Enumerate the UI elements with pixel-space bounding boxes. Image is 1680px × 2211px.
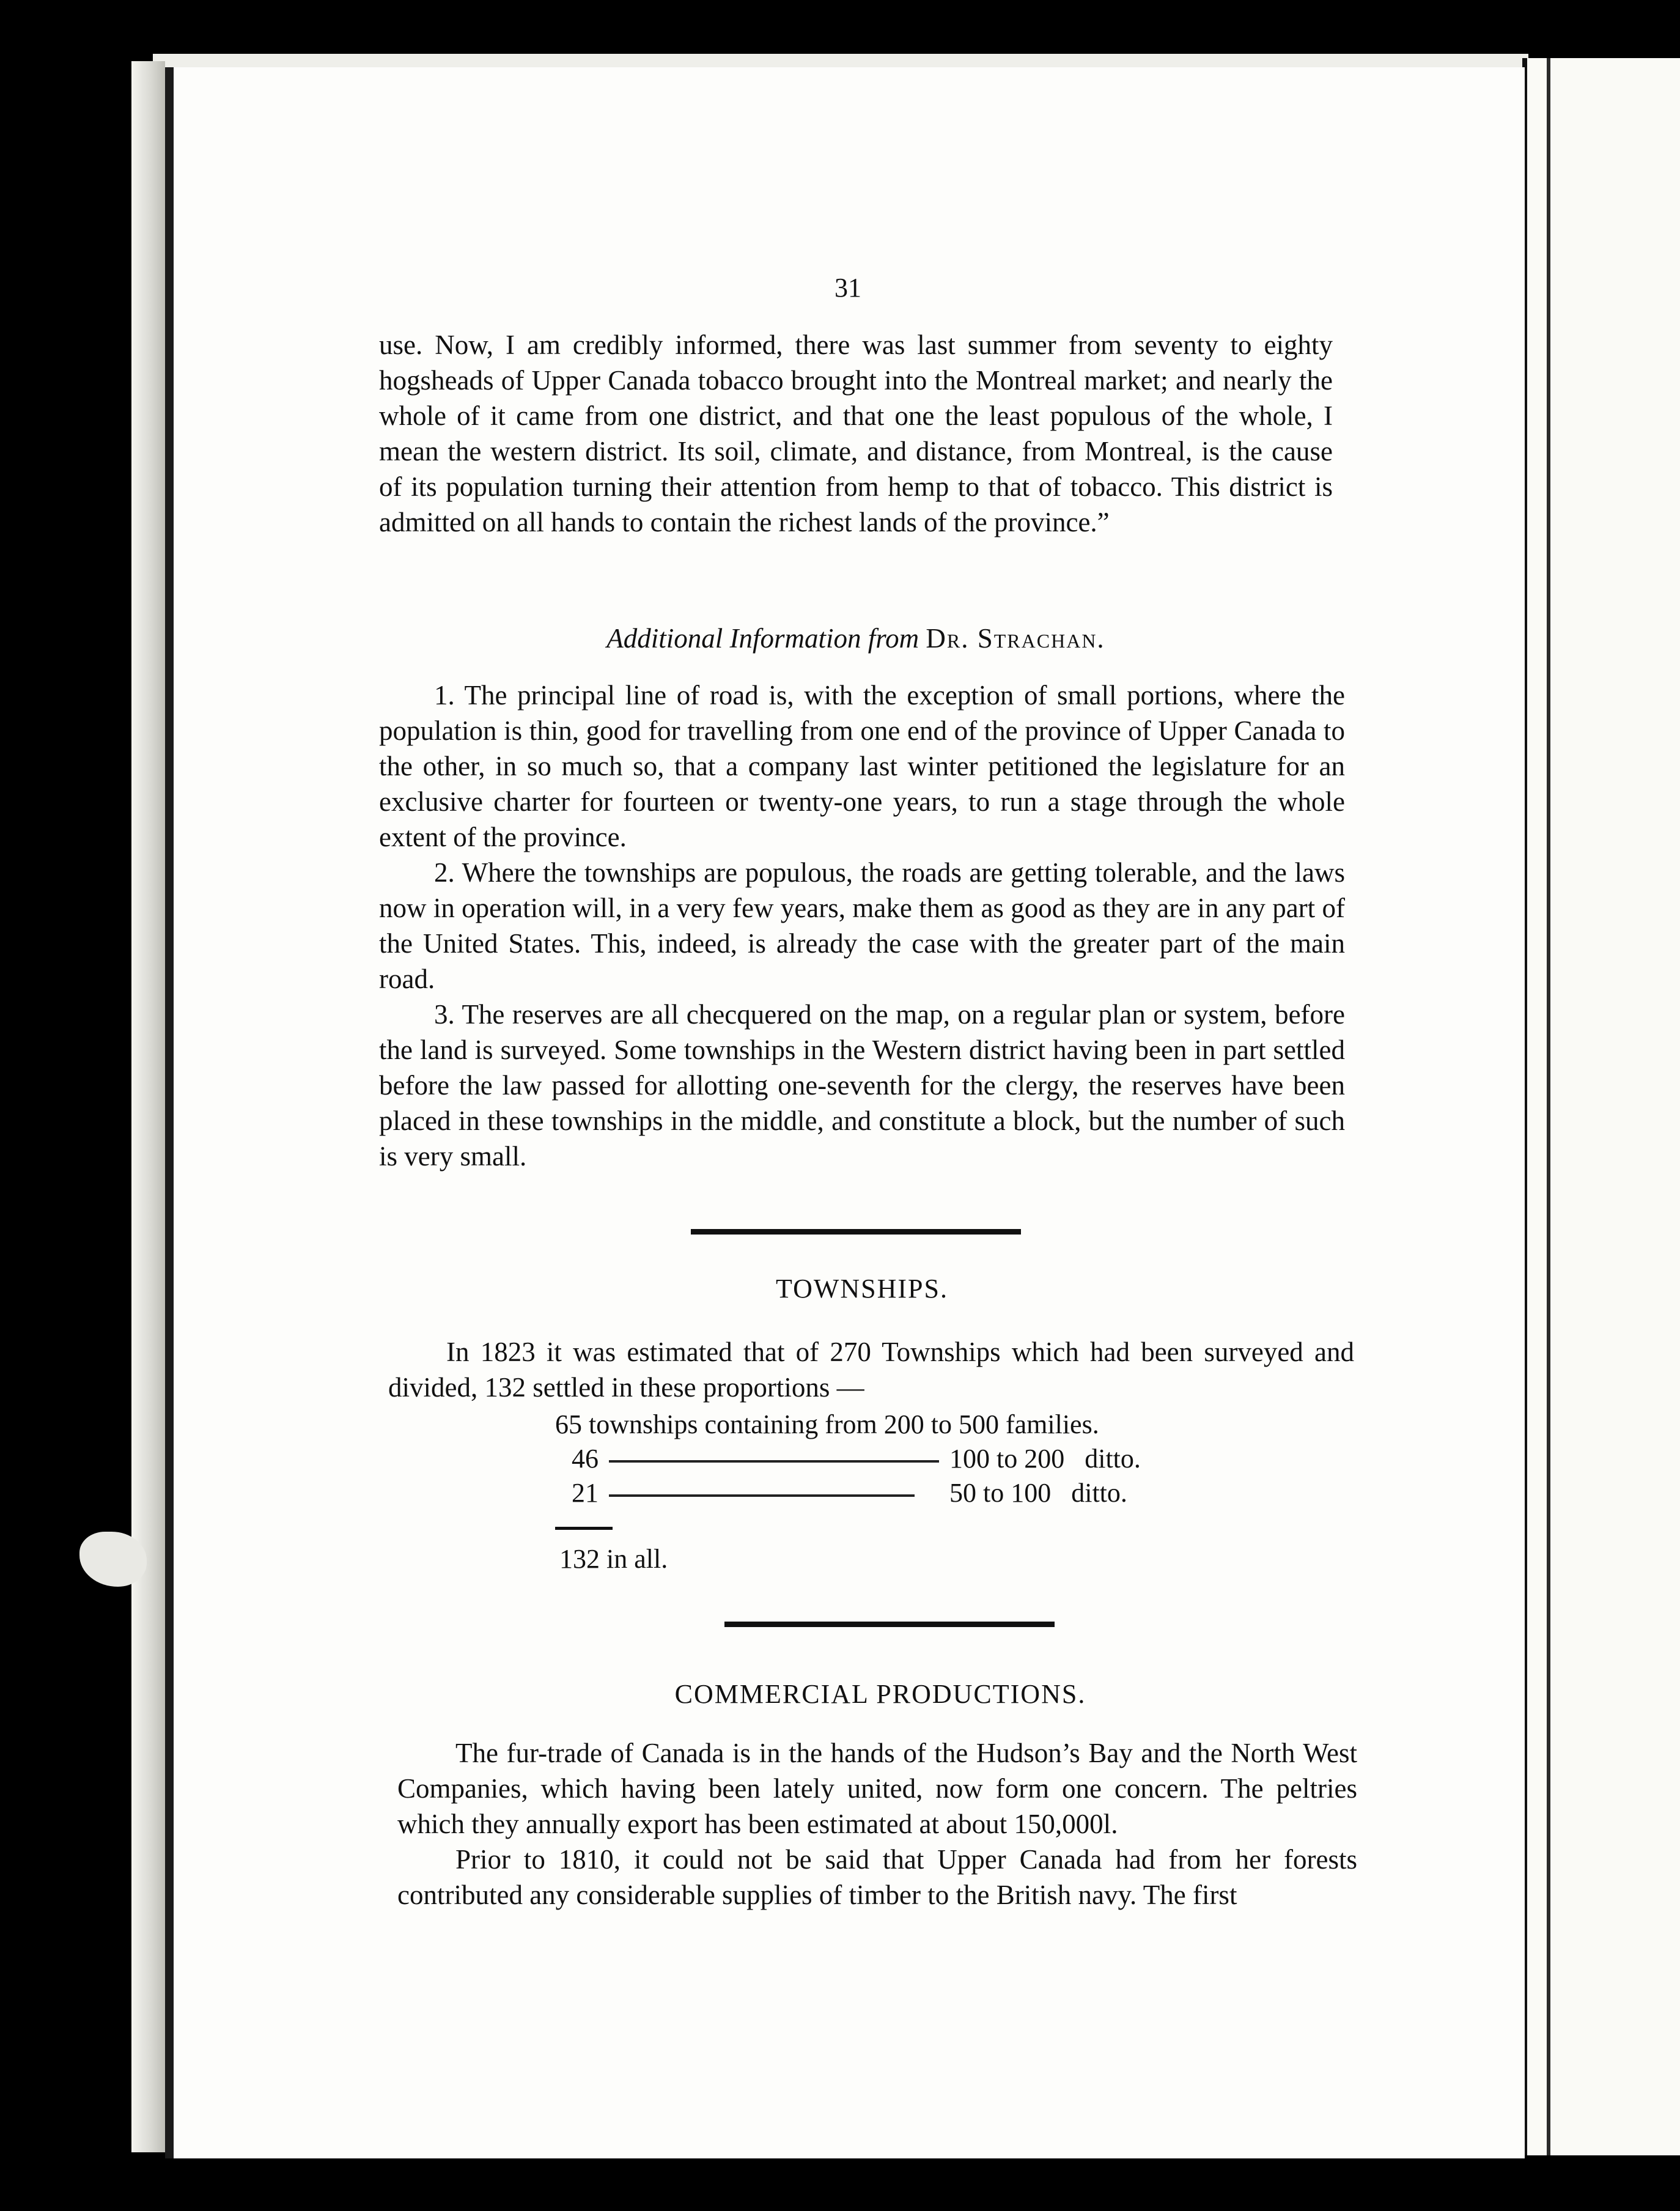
commercial-paragraph: The fur-trade of Canada is in the hands of the Hudson’s Bay and the North West Companies, which having been lately united, now form one concern. The peltries which they annually export has been estimated at about 150,000l.	[397, 1738, 1357, 1839]
row-unit: ditto.	[1085, 1444, 1141, 1474]
list-item: 1. The principal line of road is, with the exception of small portions, where the population is thin, good for travelling from one end of the province of Upper Canada to the other, in so much so, that a company last winter petitioned the legislature for an exclusive charter for fourteen or twenty-one years, to run a stage through the whole extent of the province.	[379, 680, 1345, 852]
row-unit: ditto.	[1071, 1478, 1127, 1508]
townships-row	[572, 1476, 1127, 1510]
row-label: townships containing from	[589, 1409, 877, 1439]
townships-row	[572, 1442, 1141, 1476]
townships-intro	[388, 1334, 1354, 1405]
opening-paragraph-text: use. Now, I am credibly informed, there was last summer from seventy to eighty hogsheads of Upper Canada tobacco brought into the Montreal market; and nearly the whole of it came from one district, and that one the least populous of the whole, I mean the western district. Its soil, climate, and distance, from Montreal, is the cause of its population turning their attention from hemp to that of tobacco. This district is admitted on all hands to contain the richest lands of the province.”	[379, 330, 1333, 537]
townships-intro-text: In 1823 it was estimated that of 270 Townships which had been surveyed and divided, 132 settled in these proportions —	[388, 1337, 1354, 1403]
townships-row	[555, 1408, 1099, 1442]
sum-rule	[555, 1527, 613, 1530]
townships-total: 132 in all.	[559, 1544, 668, 1574]
additional-heading-italic: Additional Information from	[606, 623, 919, 654]
row-range: 200 to 500	[883, 1409, 999, 1439]
opening-paragraph	[379, 327, 1333, 540]
section-divider	[691, 1229, 1021, 1235]
list-item: 2. Where the townships are populous, the roads are getting tolerable, and the laws now in operation will, in a very few years, make them as good as they are in any part of the United States. This, indeed, is already the case with the greater part of the main road.	[379, 857, 1345, 994]
ditto-dash	[609, 1460, 939, 1463]
ditto-dash	[609, 1494, 915, 1497]
row-range: 100 to 200	[949, 1444, 1065, 1474]
page-top-edge	[153, 54, 1528, 68]
townships-title: TOWNSHIPS.	[775, 1274, 948, 1304]
list-item: 3. The reserves are all checquered on the map, on a regular plan or system, before the land is surveyed. Some townships in the Western district having been in part settled before the law passed for allotting one-seventh for the clergy, the reserves have been placed in these townships in the middle, and constitute a block, but the number of such is very small.	[379, 999, 1345, 1172]
commercial-title: COMMERCIAL PRODUCTIONS.	[674, 1679, 1086, 1709]
section-divider	[724, 1622, 1055, 1627]
row-count: 65	[555, 1409, 582, 1439]
additional-heading-name: Dr. Strachan.	[926, 623, 1105, 654]
page-left-edge	[131, 61, 165, 2152]
row-range: 50 to 100	[949, 1478, 1052, 1508]
additional-info-list	[379, 677, 1345, 1174]
facing-page	[1522, 58, 1680, 2155]
page-number: 31	[834, 273, 861, 303]
row-count: 46	[572, 1444, 599, 1474]
commercial-section	[397, 1735, 1357, 1913]
row-count: 21	[572, 1478, 599, 1508]
facing-page-rule	[1547, 58, 1550, 2155]
commercial-paragraph: Prior to 1810, it could not be said that Upper Canada had from her forests contributed any considerable supplies of timber to the British navy. The first	[397, 1844, 1357, 1910]
scan-smudge	[79, 1532, 147, 1587]
additional-info-heading	[379, 622, 1333, 654]
row-unit: families.	[1005, 1409, 1099, 1439]
